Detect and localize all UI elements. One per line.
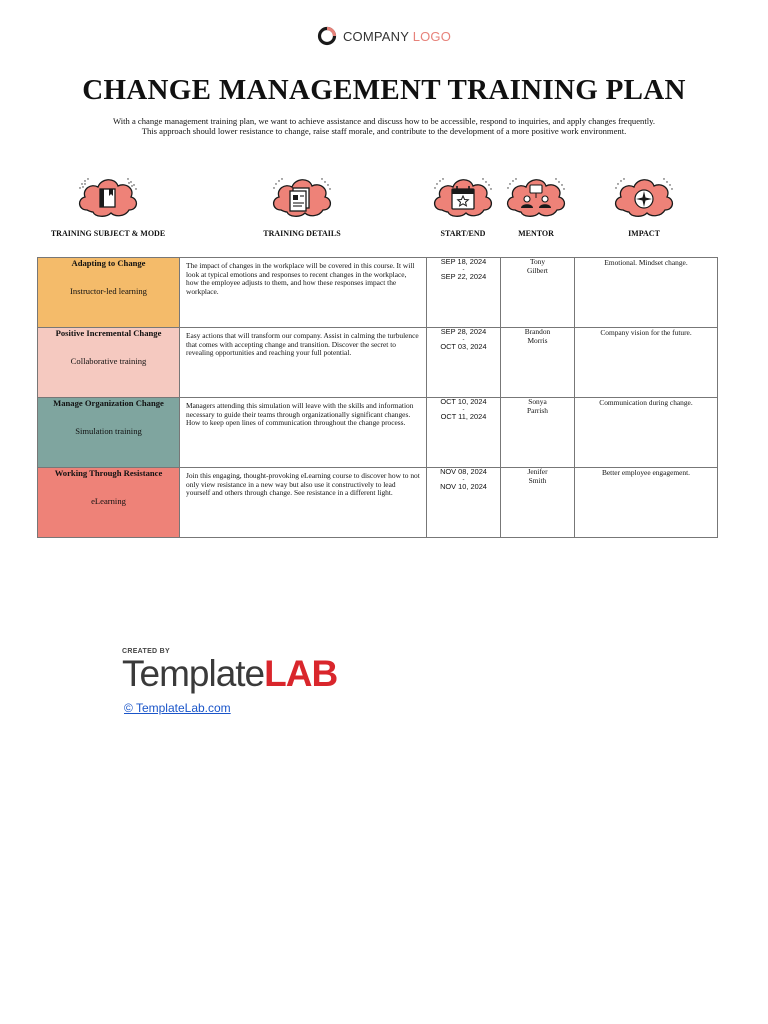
impact-cell: Company vision for the future. [575, 328, 718, 398]
subject-title: Adapting to Change [71, 258, 146, 268]
wordmark-template: Template [122, 653, 265, 694]
mentor-last-name: Smith [528, 475, 547, 485]
details-cell: Join this engaging, thought-provoking eLearning course to discover how to not only view resistance in a new way but also use it constructively to lead yourself and others through change. See resistance in a different light. [180, 468, 427, 538]
subject-mode: Simulation training [75, 426, 142, 436]
templatelab-wordmark [122, 655, 337, 693]
table-row [38, 258, 718, 328]
subject-cell [38, 258, 180, 328]
subject-mode: Collaborative training [70, 356, 147, 366]
mentor-last-name: Gilbert [527, 265, 548, 275]
mentor-first-name: Sonya [528, 397, 547, 406]
table-row [38, 328, 718, 398]
mentor-cell [501, 258, 575, 328]
company-logo [0, 26, 768, 46]
intro-line-1: With a change management training plan, we want to achieve assistance and discuss how to be accessible, respond to inquiries, and apply changes frequently. [112, 116, 655, 126]
document-icon [267, 170, 337, 226]
intro-line-2: This approach should lower resistance to change, raise staff morale, and contribute to the development of a more positive work environment. [141, 126, 627, 136]
mentor-icon [501, 170, 571, 226]
start-date: SEP 28, 2024 [440, 327, 487, 336]
table-row [38, 398, 718, 468]
subject-cell [38, 328, 180, 398]
mentor-last-name: Morris [527, 335, 548, 345]
book-icon [73, 170, 143, 226]
intro-text [80, 116, 688, 136]
mentor-cell [501, 328, 575, 398]
dates-cell [427, 398, 501, 468]
dates-cell [427, 258, 501, 328]
mentor-first-name: Tony [529, 257, 546, 266]
details-cell: Easy actions that will transform our company. Assist in calming the turbulence that comes with accepting change and transition. Discover the secret to revealing opportunities and reaching your full potential. [180, 328, 427, 398]
target-icon [609, 170, 679, 226]
templatelab-link[interactable]: © TemplateLab.com [124, 701, 231, 715]
logo-word-logo: LOGO [412, 28, 452, 44]
created-by-label: CREATED BY [122, 648, 170, 655]
subject-title: Manage Organization Change [53, 398, 164, 408]
subject-title: Positive Incremental Change [55, 328, 162, 338]
details-cell: The impact of changes in the workplace will be covered in this course. It will look at typical emotions and responses to recent changes in the workplace, how the employee adjusts to them, and how these responses impact the workplace. [180, 258, 427, 328]
impact-cell: Communication during change. [575, 398, 718, 468]
subject-cell [38, 398, 180, 468]
details-cell: Managers attending this simulation will leave with the skills and information necessary to guide their teams through organizationally significant changes. How to keep open lines of communication throughout the change process. [180, 398, 427, 468]
end-date: NOV 10, 2024 [440, 481, 487, 491]
impact-cell: Better employee engagement. [575, 468, 718, 538]
dates-cell [427, 468, 501, 538]
mentor-cell [501, 398, 575, 468]
logo-text [343, 29, 451, 44]
col-label-dates: START/END [440, 229, 486, 238]
subject-mode: eLearning [91, 496, 126, 506]
subject-mode: Instructor-led learning [70, 286, 147, 296]
date-separator: - [462, 406, 465, 413]
mentor-first-name: Jenifer [527, 467, 548, 476]
training-plan-table [37, 257, 718, 538]
start-date: NOV 08, 2024 [440, 467, 487, 476]
wordmark-lab: LAB [264, 653, 338, 694]
dates-cell [427, 328, 501, 398]
col-label-impact: IMPACT [628, 229, 660, 238]
logo-ring-icon [317, 26, 337, 46]
col-label-mentor: MENTOR [518, 229, 554, 238]
subject-cell [38, 468, 180, 538]
col-label-details: TRAINING DETAILS [263, 229, 341, 238]
mentor-last-name: Parrish [527, 405, 548, 415]
mentor-first-name: Brandon [524, 327, 551, 336]
start-date: SEP 18, 2024 [440, 257, 487, 266]
date-separator: - [462, 476, 465, 483]
mentor-cell [501, 468, 575, 538]
calendar-icon [428, 170, 498, 226]
table-row [38, 468, 718, 538]
start-date: OCT 10, 2024 [440, 397, 487, 406]
date-separator: - [462, 266, 465, 273]
col-label-subject: TRAINING SUBJECT & MODE [50, 229, 166, 238]
page-title: CHANGE MANAGEMENT TRAINING PLAN [82, 74, 686, 106]
subject-title: Working Through Resistance [54, 468, 163, 478]
end-date: SEP 22, 2024 [440, 271, 487, 281]
logo-word-company: COMPANY [342, 28, 409, 44]
impact-cell: Emotional. Mindset change. [575, 258, 718, 328]
templatelab-logo [122, 648, 337, 693]
date-separator: - [462, 336, 465, 343]
end-date: OCT 11, 2024 [440, 411, 487, 421]
end-date: OCT 03, 2024 [440, 341, 487, 351]
